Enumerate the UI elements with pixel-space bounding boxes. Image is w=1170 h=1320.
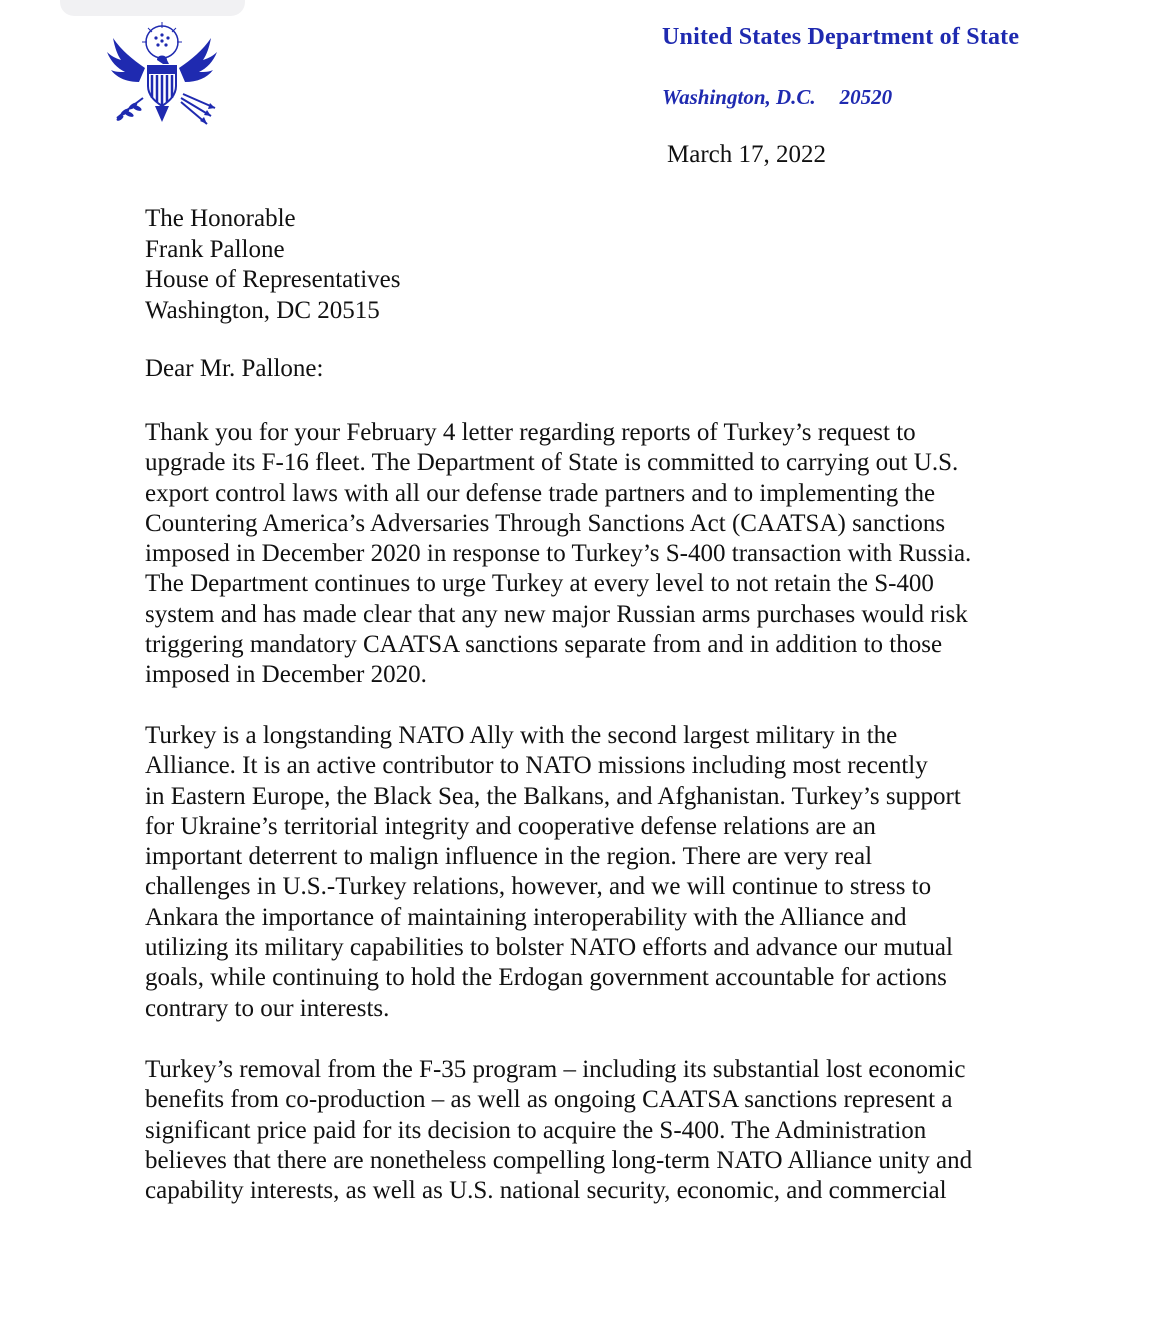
paragraph-line: significant price paid for its decision to acquire the S-400. The Administration [145,1116,927,1144]
paragraph-line: important deterrent to malign influence in the region. There are very real [145,843,873,871]
department-seal [103,20,221,130]
recipient-address [145,204,400,326]
paragraph-line: triggering mandatory CAATSA sanctions separate from and in addition to those [145,631,943,659]
paragraph-line: capability interests, as well as U.S. national security, economic, and commercial [145,1177,947,1205]
paragraph-line: contrary to our interests. [145,994,390,1022]
department-zip: 20520 [839,85,893,109]
letter-date: March 17, 2022 [667,141,826,168]
paragraph-line: Thank you for your February 4 letter regarding reports of Turkey’s request to [145,419,916,446]
department-city: Washington, D.C. [662,85,816,109]
top-tab [60,0,245,16]
body-paragraph-3 [145,1055,1045,1206]
paragraph-line: challenges in U.S.-Turkey relations, however, and we will continue to stress to [145,873,932,901]
paragraph-line: Turkey’s removal from the F-35 program – including its substantial lost economic [145,1056,966,1083]
paragraph-line: in Eastern Europe, the Black Sea, the Balkans, and Afghanistan. Turkey’s support [145,782,961,810]
paragraph-line: utilizing its military capabilities to bolster NATO efforts and advance our mutual [145,934,953,962]
paragraph-line: believes that there are nonetheless compelling long-term NATO Alliance unity and [145,1146,973,1174]
paragraph-line: goals, while continuing to hold the Erdogan government accountable for actions [145,964,947,992]
paragraph-line: system and has made clear that any new major Russian arms purchases would risk [145,600,968,628]
paragraph-line: imposed in December 2020. [145,661,427,689]
body-paragraph-2 [145,721,1045,1024]
paragraph-line: for Ukraine’s territorial integrity and cooperative defense relations are an [145,812,876,840]
paragraph-line: Alliance. It is an active contributor to NATO missions including most recently [145,752,928,780]
recipient-city: Washington, DC 20515 [145,296,380,324]
paragraph-line: export control laws with all our defense trade partners and to implementing the [145,479,936,507]
letterhead [662,24,1019,110]
paragraph-line: Turkey is a longstanding NATO Ally with the second largest military in the [145,722,898,749]
paragraph-line: Ankara the importance of maintaining interoperability with the Alliance and [145,903,907,931]
body-paragraph-1 [145,418,1045,691]
salutation: Dear Mr. Pallone: [145,355,324,382]
department-address [662,85,1019,110]
recipient-name: Frank Pallone [145,235,285,263]
recipient-office: House of Representatives [145,266,401,293]
department-name: United States Department of State [662,24,1020,50]
paragraph-line: Countering America’s Adversaries Through Sanctions Act (CAATSA) sanctions [145,509,946,537]
paragraph-line: The Department continues to urge Turkey at every level to not retain the S-400 [145,570,934,598]
recipient-title: The Honorable [145,205,296,232]
paragraph-line: imposed in December 2020 in response to Turkey’s S-400 transaction with Russia. [145,540,972,568]
paragraph-line: upgrade its F-16 fleet. The Department of State is committed to carrying out U.S. [145,449,959,477]
paragraph-line: benefits from co-production – as well as ongoing CAATSA sanctions represent a [145,1086,953,1114]
eagle-seal-icon [103,20,221,130]
